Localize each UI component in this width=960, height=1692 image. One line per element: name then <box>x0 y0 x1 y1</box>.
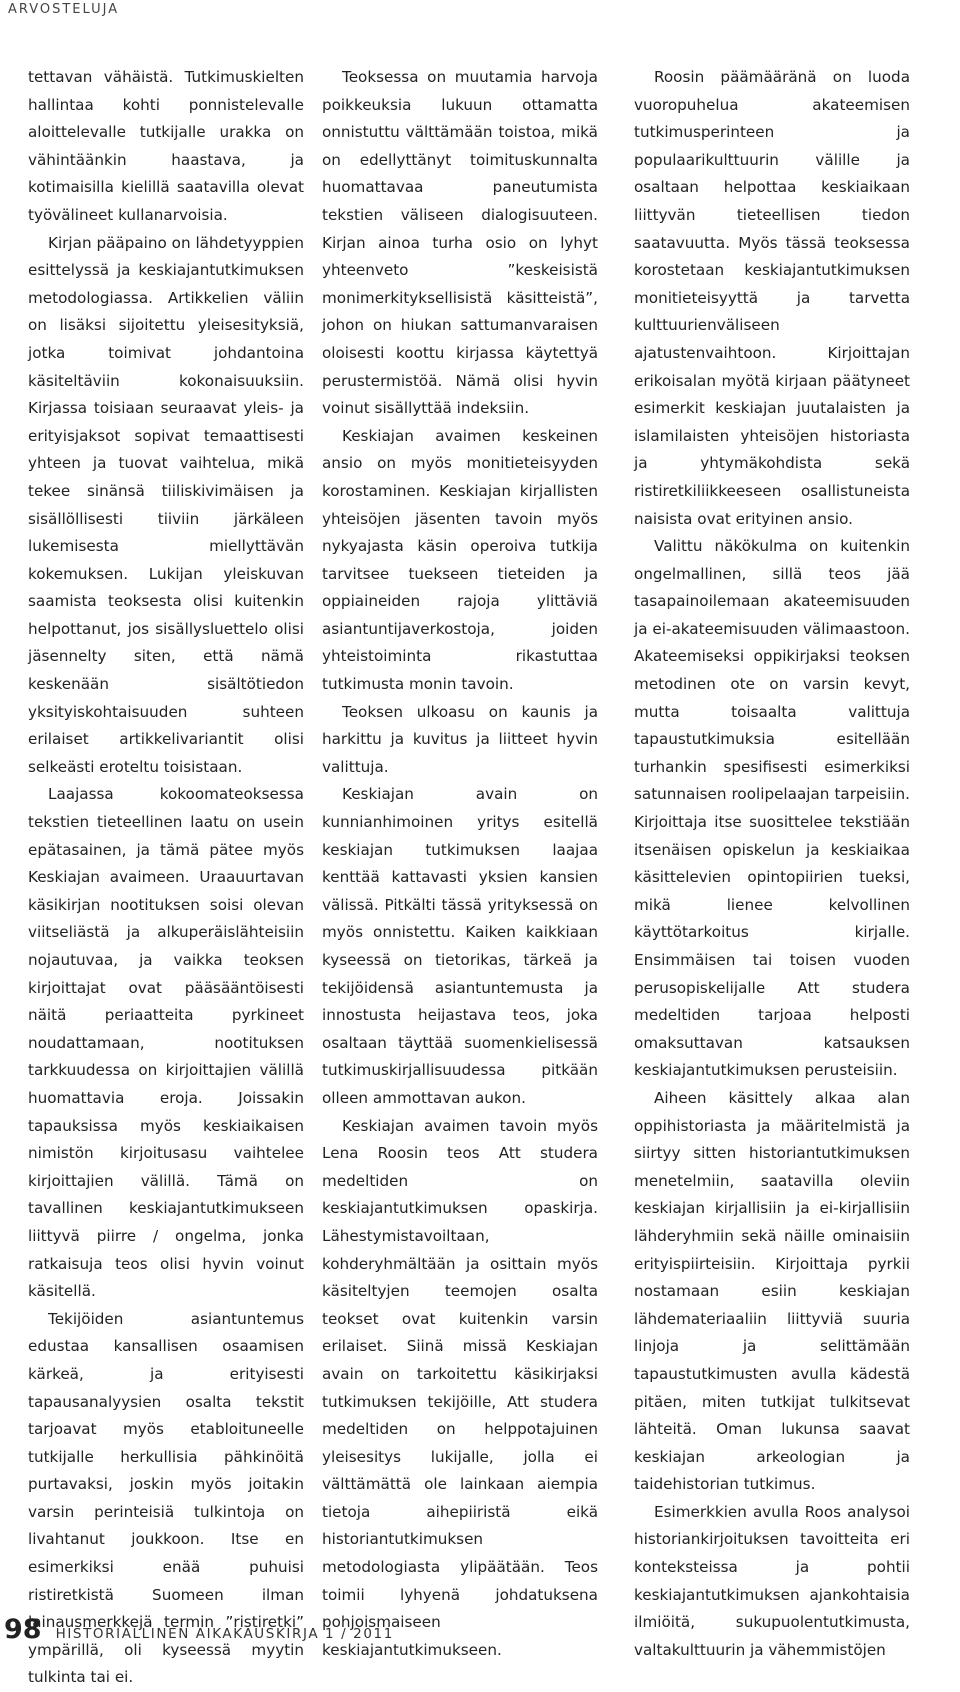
paragraph: Roosin päämääränä on luoda vuoropuhelua akateemisen tutkimusperinteen ja populaarikulttuurin välille ja osaltaan helpottaa keskiaikaan liittyvän tieteellisen tiedon saatavuutta. Myös tässä teoksessa korostetaan keskiajantutkimuksen monitieteisyyttä ja tarvetta kulttuurienväliseen ajatustenvaihtoon. Kirjoittajan erikoisalan myötä kirjaan päätyneet esimerkit keskiajan juutalaisten ja islamilaisten yhteisöjen historiasta ja yhtymäkohdista sekä ristiretkiliikkeeseen osallistuneista naisista ovat erityinen ansio. <box>634 68 910 528</box>
text-column-1 <box>28 64 304 1692</box>
text-column-3 <box>634 64 910 1664</box>
paragraph: Aiheen käsittely alkaa alan oppihistoriasta ja määritelmistä ja siirtyy sitten historiantutkimuksen menetelmiin, saatavilla oleviin keskiajan kirjallisiin ja ei-kirjallisiin lähderyhmiin sekä näille ominaisiin erityispiirteisiin. Kirjoittaja pyrkii nostamaan esiin keskiajan lähdemateriaaliin liittyviä suuria linjoja ja selittämään tapaustutkimusten avulla kädestä pitäen, miten tutkijat tulkitsevat lähteitä. Oman lukunsa saavat keskiajan arkeologian ja taidehistorian tutkimus. <box>634 1088 910 1494</box>
paragraph: tettavan vähäistä. Tutkimuskielten hallintaa kohti ponnistelevalle aloittelevalle tutkijalle urakka on vähintäänkin haastava, ja kotimaisilla kielillä saatavilla olevat työvälineet kullanarvoisia. <box>28 68 304 224</box>
paragraph: Esimerkkien avulla Roos analysoi historiankirjoituksen tavoitteita eri konteksteissa ja pohtii keskiajantutkimuksen ajankohtaisia ilmiöitä, sukupuolentutkimusta, valtakulttuurin ja vähemmistöjen <box>634 1502 910 1659</box>
paragraph: Tekijöiden asiantuntemus edustaa kansallisen osaamisen kärkeä, ja erityisesti tapausanalyysien osalta tekstit tarjoavat myös etabloituneelle tutkijalle herkullisia pähkinöitä purtavaksi, joskin myös joitakin varsin perinteisiä tulkintoja on livahtanut joukkoon. Itse en esimerkiksi enää puhuisi ristiretkistä Suomeen ilman lainausmerkkejä termin ”ristiretki” ympärillä, oli kyseessä myytin tulkinta tai ei. <box>28 1309 304 1687</box>
paragraph: Keskiajan avain on kunnianhimoinen yritys esitellä keskiajan tutkimuksen laajaa kenttää kattavasti yksien kansien välissä. Pitkälti tässä yrityksessä on myös onnistettu. Kaiken kaikkiaan kyseessä on tietorikas, tärkeä ja tekijöidensä asiantuntemusta ja innostusta heijastava teos, joka osaltaan täyttää suomenkielisessä tutkimuskirjallisuudessa pitkään olleen ammottavan aukon. <box>322 785 598 1107</box>
paragraph: Valittu näkökulma on kuitenkin ongelmallinen, sillä teos jää tasapainoilemaan akateemisuuden ja ei-akateemisuuden välimaastoon. Akateemiseksi oppikirjaksi teoksen metodinen ote on varsin kevyt, mutta toisaalta valittuja tapaustutkimuksia esitellään turhankin spesifisesti esimerkiksi satunnaisen roolipelaajan tarpeisiin. Kirjoittaja itse suosittelee tekstiään itsenäisen opiskelun ja keskiaikaa käsittelevien opintopiirien tueksi, mikä lienee kelvollinen käyttötarkoitus kirjalle. Ensimmäisen tai toisen vuoden perusopiskelijalle Att studera medeltiden tarjoaa helposti omaksuttavan katsauksen keskiajantutkimuksen perusteisiin. <box>634 537 910 1080</box>
paragraph: Keskiajan avaimen keskeinen ansio on myös monitieteisyyden korostaminen. Keskiajan kirjallisten yhteisöjen jäsenten tavoin myös nykyajasta käsin operoiva tutkija tarvitsee tuekseen tieteiden ja oppiaineiden rajoja ylittäviä asiantuntijaverkostoja, joiden yhteistoiminta rikastuttaa tutkimusta monin tavoin. <box>322 426 598 694</box>
paragraph: Kirjan pääpaino on lähdetyyppien esittelyssä ja keskiajantutkimuksen metodologiassa. Artikkelien väliin on lisäksi sijoitettu yleisesityksiä, jotka toimivat johdantoina käsiteltäviin kokonaisuuksiin. Kirjassa toisiaan seuraavat yleis- ja erityisjaksot sopivat temaattisesti yhteen ja tuovat vaihtelua, mikä tekee sinänsä tiiliskivimäisen ja sisällöllisesti tiiviin järkäleen lukemisesta miellyttävän kokemuksen. Lukijan yleiskuvan saamista teoksesta olisi kuitenkin helpottanut, jos sisällysluettelo olisi jäsennelty siten, että nämä keskenään sisältötiedon yksityiskohtaisuuden suhteen erilaiset artikkelivariantit olisi selkeästi eroteltu toisistaan. <box>28 233 304 776</box>
journal-title: HISTORIALLINEN AIKAKAUSKIRJA 1 / 2011 <box>55 1626 394 1642</box>
paragraph: Laajassa kokoomateoksessa tekstien tieteellinen laatu on usein epätasainen, ja tämä pätee myös Keskiajan avaimeen. Uraauurtavan käsikirjan nootituksen soisi olevan viitseliästä ja alkuperäislähteisiin nojautuvaa, ja vaikka teoksen kirjoittajat ovat pääsääntöisesti näitä periaatteita pyrkineet noudattamaan, nootituksen tarkkuudessa on kirjoittajien välillä huomattavia eroja. Joissakin tapauksissa myös keskiaikaisen nimistön kirjoitusasu vaihtelee kirjoittajien välillä. Tämä on tavallinen keskiajantutkimukseen liittyvä piirre / ongelma, jonka ratkaisuja teos olisi hyvin voinut käsitellä. <box>28 785 304 1301</box>
paragraph: Teoksen ulkoasu on kaunis ja harkittu ja kuvitus ja liitteet hyvin valittuja. <box>322 702 598 776</box>
text-column-2 <box>322 64 598 1664</box>
paragraph: Keskiajan avaimen tavoin myös Lena Roosin teos Att studera medeltiden on keskiajantutkimuksen opaskirja. Lähestymistavoiltaan, kohderyhmältään ja osittain myös käsiteltyjen teemojen osalta teokset ovat kuitenkin varsin erilaiset. Siinä missä Keskiajan avain on tarkoitettu käsikirjaksi tutkimuksen tekijöille, Att studera medeltiden on helppotajuinen yleisesitys lukijalle, jolla ei välttämättä ole lainkaan aiempia tietoja aihepiiristä eikä historiantutkimuksen metodologiasta ylipäätään. Teos toimii lyhyenä johdatuksena pohjoismaiseen keskiajantutkimukseen. <box>322 1116 598 1659</box>
paragraph: Teoksessa on muutamia harvoja poikkeuksia lukuun ottamatta onnistuttu välttämään toistoa, mikä on edellyttänyt toimituskunnalta huomattavaa paneutumista tekstien väliseen dialogisuuteen. Kirjan ainoa turha osio on lyhyt yhteenveto ”keskeisistä monimerkityksellisistä käsitteistä”, johon on hiukan sattumanvaraisen oloisesti koottu kirjassa käytettyä perustermistöä. Nämä olisi hyvin voinut sisällyttää indeksiin. <box>322 68 598 418</box>
page-number: 98 <box>4 1614 42 1645</box>
section-header: ARVOSTELUJA <box>8 2 120 17</box>
page-footer <box>4 1614 394 1645</box>
